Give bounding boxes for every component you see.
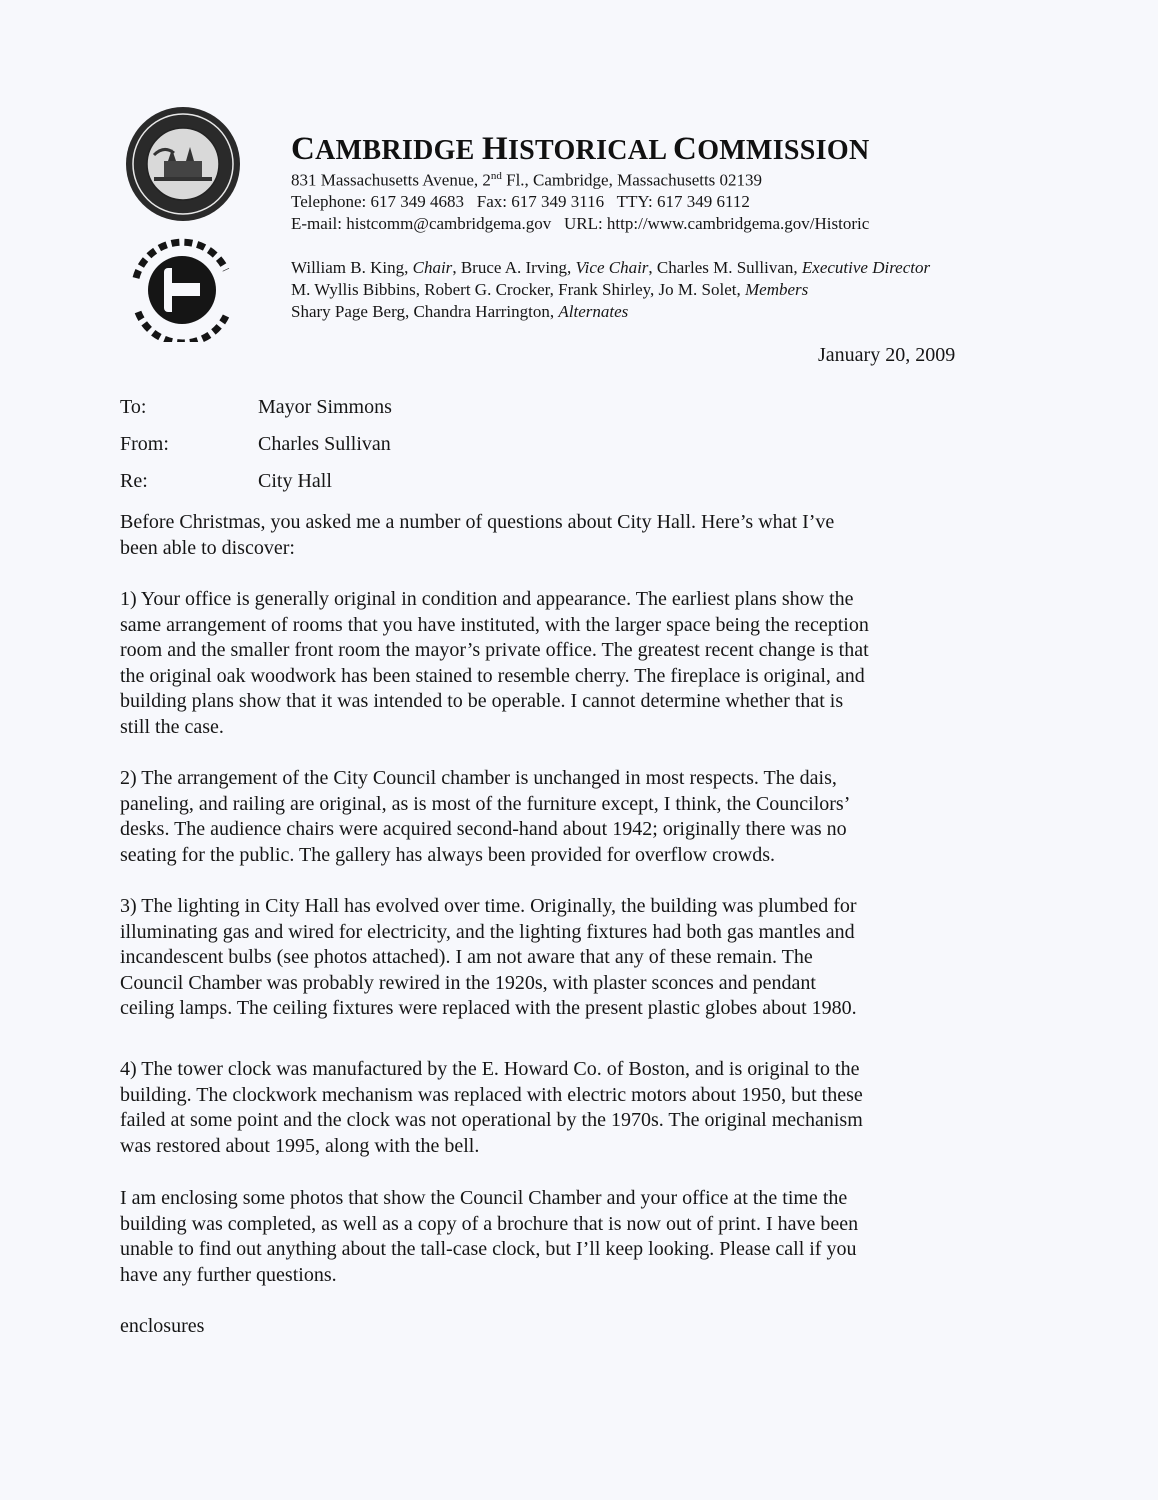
paragraph-line: still the case. (120, 715, 224, 738)
paragraph-line: was restored about 1995, along with the bell. (120, 1134, 480, 1157)
members-line-3 (291, 302, 628, 322)
title-rest: ISTORICAL (507, 135, 674, 166)
paragraph-line: building plans show that it was intended to be operable. I cannot determine whether that is (120, 690, 844, 712)
paragraph-line: desks. The audience chairs were acquired second-hand about 1942; originally there was no (120, 818, 847, 840)
member-role: Chair (412, 258, 453, 277)
commission-logo-icon (118, 232, 246, 342)
telephone-line: Telephone: 617 349 4683 Fax: 617 349 3116 TTY: 617 349 6112 (291, 192, 750, 211)
paragraph-line: been able to discover: (120, 536, 295, 559)
paragraph-line: 1) Your office is generally original in condition and appearance. The earliest plans show the (120, 588, 854, 610)
member-names: , Charles M. Sullivan, (648, 258, 802, 277)
paragraph-line: building. The clockwork mechanism was replaced with electric motors about 1950, but these (120, 1083, 863, 1106)
paragraph-line: incandescent bulbs (see photos attached). I am not aware that any of these remain. The (120, 946, 813, 968)
members-line-1 (291, 258, 930, 278)
from-value: Charles Sullivan (258, 433, 391, 455)
paragraph-line: 4) The tower clock was manufactured by the E. Howard Co. of Boston, and is original to the (120, 1058, 860, 1080)
title-initial: C (673, 131, 698, 167)
body-paragraph (120, 894, 980, 1022)
address-line (291, 170, 762, 191)
re-label: Re: (120, 470, 148, 492)
member-names: M. Wyllis Bibbins, Robert G. Crocker, Frank Shirley, Jo M. Solet, (291, 280, 745, 299)
to-label: To: (120, 396, 147, 418)
body-paragraph (120, 1057, 980, 1159)
paragraph-line: same arrangement of rooms that you have instituted, with the larger space being the reception (120, 613, 869, 636)
paragraph-line: failed at some point and the clock was not operational by the 1970s. The original mechanism (120, 1109, 863, 1131)
paragraph-line: I am enclosing some photos that show the Council Chamber and your office at the time the (120, 1187, 848, 1209)
paragraph-line: paneling, and railing are original, as is most of the furniture except, I think, the Councilors’ (120, 792, 851, 815)
member-role: Alternates (558, 302, 629, 321)
member-role: Members (744, 280, 809, 299)
member-names: Shary Page Berg, Chandra Harrington, (291, 302, 559, 321)
address-text-rest: Fl., Cambridge, Massachusetts 02139 (501, 170, 763, 190)
member-role: Executive Director (801, 258, 931, 277)
re-value: City Hall (258, 470, 332, 492)
body-paragraph (120, 587, 980, 740)
title-initial: C (291, 131, 316, 167)
organization-title (291, 131, 869, 168)
paragraph-line: Council Chamber was probably rewired in the 1920s, with plaster sconces and pendant (120, 971, 816, 994)
address-text: 831 Massachusetts Avenue, 2 (291, 170, 491, 190)
paragraph-line: have any further questions. (120, 1263, 337, 1286)
body-paragraph (120, 510, 980, 561)
paragraph-line: illuminating gas and wired for electricity, and the lighting fixtures had both gas mantles and (120, 920, 855, 943)
member-names: William B. King, (291, 258, 413, 277)
member-role: Vice Chair (575, 258, 649, 277)
paragraph-line: room and the smaller front room the mayor’s private office. The greatest recent change is that (120, 639, 869, 661)
body-paragraph (120, 1186, 980, 1288)
title-rest: OMMISSION (697, 135, 870, 166)
email-url-line: E-mail: histcomm@cambridgema.gov URL: http://www.cambridgema.gov/Historic (291, 214, 870, 233)
body-paragraph (120, 766, 980, 868)
to-value: Mayor Simmons (258, 396, 392, 418)
paragraph-line: building was completed, as well as a copy of a brochure that is now out of print. I have been (120, 1212, 859, 1235)
title-initial: H (481, 131, 508, 167)
paragraph-line: 2) The arrangement of the City Council chamber is unchanged in most respects. The dais, (120, 767, 837, 789)
enclosures-note: enclosures (120, 1315, 205, 1337)
paragraph-line: the original oak woodwork has been stained to resemble cherry. The fireplace is original, and (120, 664, 865, 687)
title-rest: AMBRIDGE (315, 135, 482, 166)
member-names: , Bruce A. Irving, (452, 258, 576, 277)
paragraph-line: unable to find out anything about the tall-case clock, but I’ll keep looking. Please call if you (120, 1238, 857, 1260)
members-line-2 (291, 280, 808, 300)
paragraph-line: ceiling lamps. The ceiling fixtures were replaced with the present plastic globes about 1980. (120, 997, 857, 1019)
paragraph-line: seating for the public. The gallery has always been provided for overflow crowds. (120, 843, 775, 866)
paragraph-line: 3) The lighting in City Hall has evolved over time. Originally, the building was plumbed for (120, 895, 857, 917)
address-superscript: nd (490, 170, 502, 182)
from-label: From: (120, 433, 169, 455)
memo-date: January 20, 2009 (818, 344, 956, 366)
city-seal-icon (124, 105, 242, 223)
paragraph-line: Before Christmas, you asked me a number of questions about City Hall. Here’s what I’ve (120, 511, 835, 533)
